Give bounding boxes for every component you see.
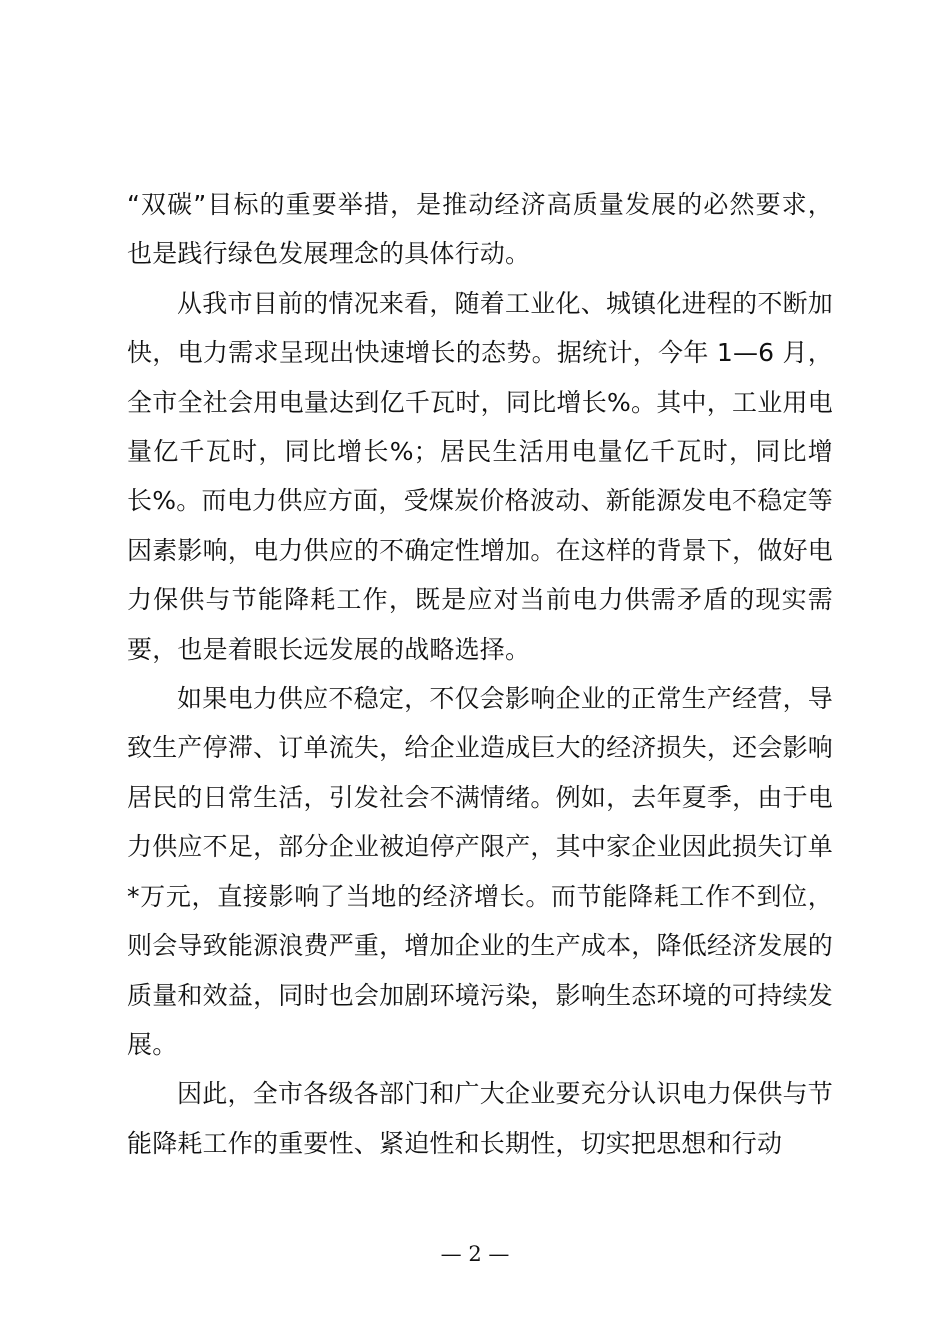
paragraph-1: “双碳”目标的重要举措，是推动经济高质量发展的必然要求，也是践行绿色发展理念的具体行动。: [127, 190, 833, 269]
body-text: [127, 180, 833, 1168]
paragraph-2: 从我市目前的情况来看，随着工业化、城镇化进程的不断加快，电力需求呈现出快速增长的态势。据统计，今年 1—6 月，全市全社会用电量达到亿千瓦时，同比增长%。其中，工业用电量亿千瓦时，同比增长%；居民生活用电量亿千瓦时，同比增长%。而电力供应方面，受煤炭价格波动、新能源发电不稳定等因素影响，电力供应的不确定性增加。在这样的背景下，做好电力保供与节能降耗工作，既是应对当前电力供需矛盾的现实需要，也是着眼长远发展的战略选择。: [127, 288, 833, 664]
page-number: — 2 —: [440, 1242, 510, 1266]
paragraph-4: 因此，全市各级各部门和广大企业要充分认识电力保供与节能降耗工作的重要性、紧迫性和长期性，切实把思想和行动: [127, 1079, 833, 1158]
paragraph-3: 如果电力供应不稳定，不仅会影响企业的正常生产经营，导致生产停滞、订单流失，给企业造成巨大的经济损失，还会影响居民的日常生活，引发社会不满情绪。例如，去年夏季，由于电力供应不足，部分企业被迫停产限产，其中家企业因此损失订单*万元，直接影响了当地的经济增长。而节能降耗工作不到位，则会导致能源浪费严重，增加企业的生产成本，降低经济发展的质量和效益，同时也会加剧环境污染，影响生态环境的可持续发展。: [127, 684, 833, 1059]
